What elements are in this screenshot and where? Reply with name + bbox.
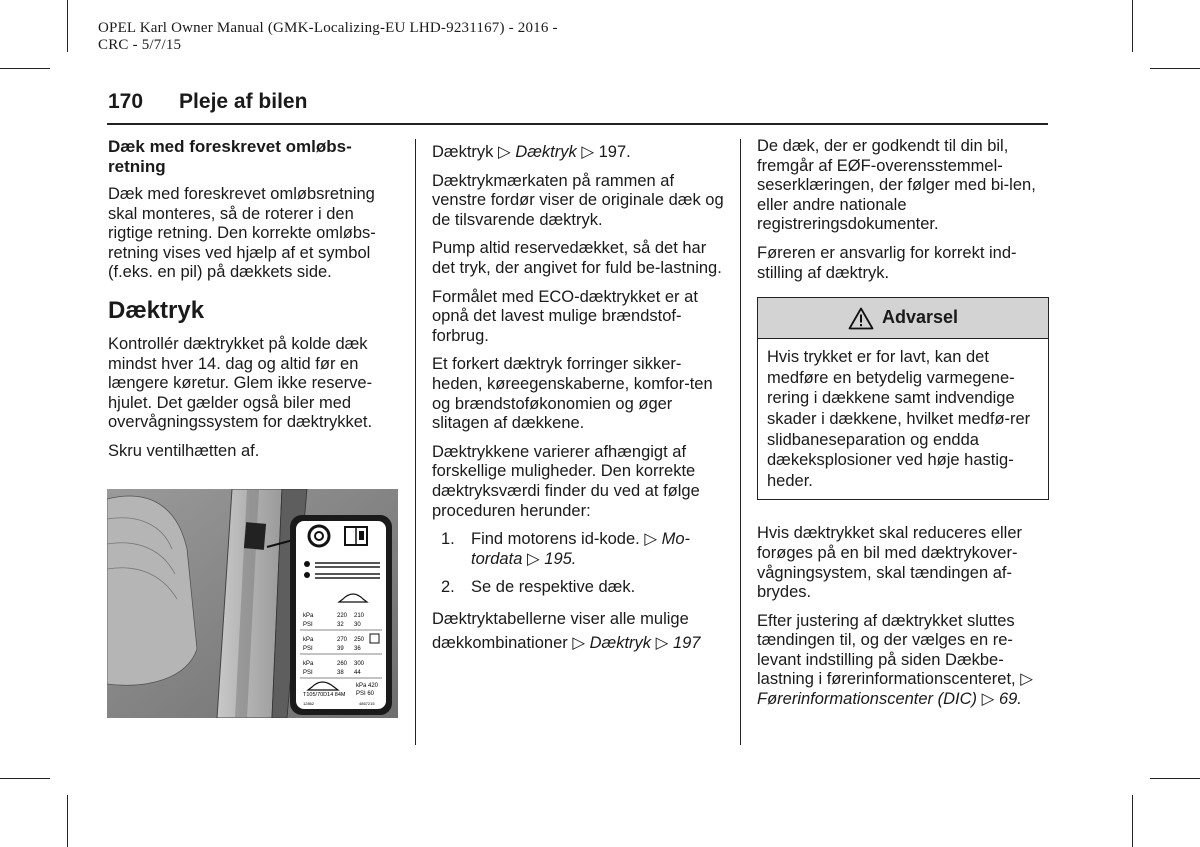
subheading-directional: Dæk med foreskrevet omløbs-retning: [108, 137, 352, 176]
paragraph: [432, 607, 724, 655]
paragraph: Skru ventilhætten af.: [108, 441, 260, 460]
procedure-list: [432, 530, 724, 598]
page-number: 170: [108, 90, 144, 113]
triangle-right-icon: ▷: [655, 633, 669, 652]
triangle-right-icon: ▷: [572, 633, 586, 652]
pressure-value: 36: [354, 646, 361, 652]
paragraph: [757, 612, 1049, 710]
paragraph: Dæk med foreskrevet omløbsretning skal monteres, så de roterer i den rigtige retning. Den korrekte omløbs-retning vises ved hjælp af et symbol (f.eks. en pil) på dækkets side.: [108, 185, 376, 282]
pressure-value: 260: [337, 661, 348, 667]
list-number: 2.: [441, 578, 455, 597]
column-2: [432, 143, 724, 664]
kpa-label: kPa: [303, 661, 314, 667]
triangle-right-icon: ▷: [981, 690, 995, 709]
paragraph: Formålet med ECO-dæktrykket er at opnå det lavest mulige brændstof-forbrug.: [432, 287, 698, 345]
figure-code: 4867215: [359, 701, 375, 706]
figure-code: 12862: [303, 701, 315, 706]
pressure-value: 300: [354, 661, 365, 667]
pressure-value: 30: [354, 622, 361, 628]
xref-page: 195.: [544, 549, 577, 568]
warning-box: [757, 297, 1049, 500]
meta-line: CRC - 5/7/15: [98, 37, 182, 53]
crop-mark: [67, 795, 68, 847]
list-number: 1.: [441, 530, 455, 549]
xref-page: 197.: [598, 143, 631, 161]
xref-link[interactable]: Dæktryk: [515, 143, 577, 161]
psi-label: PSI: [303, 646, 313, 652]
triangle-right-icon: ▷: [581, 143, 595, 161]
kpa-label: kPa: [303, 637, 314, 643]
column-1: [108, 137, 400, 471]
paragraph: Et forkert dæktryk forringer sikker-heden, køreegenskaberne, komfor-ten og brændstoføkonomien og øger slitagen af dækkene.: [432, 355, 713, 433]
running-head: [108, 90, 307, 114]
xref-page: 69.: [998, 690, 1022, 709]
psi-label: PSI: [303, 622, 313, 628]
paragraph-text: Dæktryktabellerne viser alle mulige dækkombinationer: [432, 609, 689, 652]
column-divider: [740, 139, 741, 745]
spare-psi: PSI 60: [356, 691, 375, 697]
pressure-value: 210: [354, 613, 365, 619]
crop-mark: [0, 778, 50, 779]
triangle-right-icon: ▷: [644, 530, 658, 549]
list-text: Se de respektive dæk.: [471, 578, 636, 597]
warning-header: [758, 298, 1048, 339]
cross-reference-line: [432, 143, 724, 163]
triangle-right-icon: ▷: [526, 549, 540, 568]
paragraph: Dæktrykmærkaten på rammen af venstre fordør viser de originale dæk og de tilsvarende dæktryk.: [432, 171, 724, 229]
psi-label: PSI: [303, 670, 313, 676]
xref-link[interactable]: Dæktryk: [589, 633, 652, 652]
crop-mark: [1132, 0, 1133, 52]
header-rule: [107, 123, 1048, 125]
paragraph: Dæktrykkene varierer afhængigt af forskellige muligheder. Den korrekte dæktryksværdi finder du ved at følge proceduren herunder:: [432, 442, 700, 520]
warning-text: Hvis trykket er for lavt, kan det medføre en betydelig varmegene-rering i dækkene samt indvendige skader i dækkene, hvilket medfø-rer slidbaneseparation og endda dækeksplosioner ved høje hastig-heder.: [767, 348, 1031, 490]
pressure-value: 38: [337, 670, 344, 676]
pressure-value: 32: [337, 622, 344, 628]
door-pillar-drawing: [107, 489, 398, 718]
spare-kpa: kPa 420: [356, 683, 379, 689]
list-item: [432, 530, 724, 569]
triangle-right-icon: ▷: [498, 143, 511, 161]
document-meta: [98, 20, 558, 54]
list-item: [432, 578, 724, 598]
xref-text: Dæktryk: [432, 143, 494, 161]
xref-link[interactable]: Førerinformationscenter (DIC): [757, 690, 978, 709]
column-divider: [415, 139, 416, 745]
paragraph: Føreren er ansvarlig for korrekt ind-stilling af dæktryk.: [757, 243, 1017, 282]
warning-title: Advarsel: [881, 307, 959, 328]
pressure-value: 250: [354, 637, 365, 643]
paragraph-text: Efter justering af dæktrykket sluttes tændingen til, og der vælges en re-levant indstilling på siden Dækbe-lastning i førerinformationscenteret,: [757, 611, 1016, 689]
crop-mark: [67, 0, 68, 52]
warning-triangle-icon: [848, 307, 874, 330]
section-heading: Dæktryk: [108, 296, 205, 324]
tire-label-illustration: [107, 489, 398, 718]
kpa-label: kPa: [303, 613, 314, 619]
triangle-right-icon: ▷: [1020, 670, 1033, 689]
meta-line: OPEL Karl Owner Manual (GMK-Localizing-EU LHD-9231167) - 2016 -: [98, 20, 558, 36]
pressure-value: 220: [337, 613, 348, 619]
xref-link[interactable]: Mo-tordata: [471, 530, 691, 568]
crop-mark: [1132, 795, 1133, 847]
paragraph: Pump altid reservedækket, så det har det tryk, der angivet for fuld be-lastning.: [432, 239, 722, 277]
paragraph: De dæk, der er godkendt til din bil, fremgår af EØF-overensstemmel-seserklæringen, der følger med bi-len, eller andre nationale registreringsdokumenter.: [757, 137, 1036, 234]
pressure-value: 270: [337, 637, 348, 643]
spare-size: T105/70D14 84M: [303, 692, 346, 698]
crop-mark: [1150, 778, 1200, 779]
column-3: [757, 137, 1049, 719]
crop-mark: [1150, 68, 1200, 69]
list-text: Find motorens id-kode.: [471, 530, 640, 549]
section-title: Pleje af bilen: [179, 90, 308, 113]
crop-mark: [0, 68, 50, 69]
paragraph: Kontrollér dæktrykket på kolde dæk mindst hver 14. dag og altid før en længere køretur. Glem ikke reserve-hjulet. Det gælder også biler med overvågningssystem for dæktrykket.: [108, 334, 373, 432]
pressure-value: 44: [354, 670, 361, 676]
pressure-value: 39: [337, 646, 344, 652]
paragraph: Hvis dæktrykket skal reduceres eller forøges på en bil med dæktrykover-vågningsystem, skal tændingen af-brydes.: [757, 524, 1022, 602]
xref-page: 197: [672, 633, 701, 652]
